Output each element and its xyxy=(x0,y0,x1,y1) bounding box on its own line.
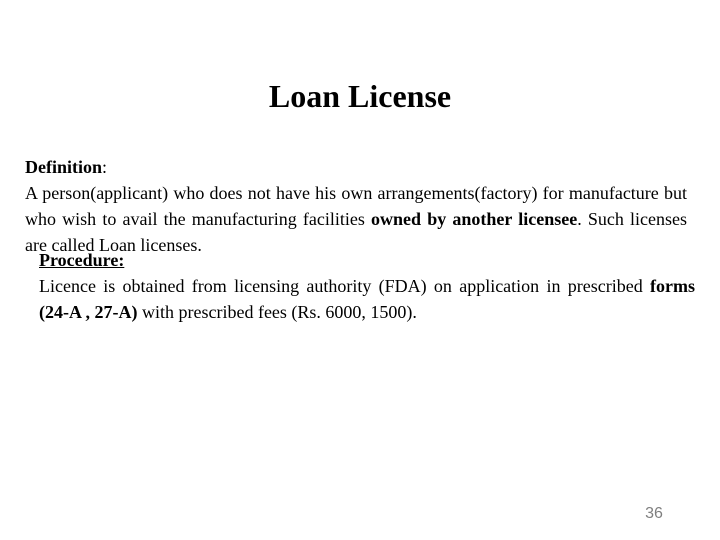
definition-label-colon: : xyxy=(102,157,108,177)
definition-text-part2: . Such licenses are called Loan licenses. xyxy=(25,209,688,255)
procedure-text-part1: Licence is obtained from licensing authority (FDA) on application in prescribed xyxy=(39,276,651,296)
definition-text-bold: owned by another licensee xyxy=(371,209,578,229)
definition-text-part1: A person(applicant) who does not have his own arrangements(factory) for manufacture but who wish to avail the manufacturing facilities xyxy=(25,183,687,229)
definition-label: Definition xyxy=(25,157,103,177)
definition-heading xyxy=(25,154,687,180)
definition-section xyxy=(25,154,687,258)
procedure-section xyxy=(39,247,695,325)
procedure-text-bold: forms (24-A , 27-A) xyxy=(39,276,695,322)
page-number: 36 xyxy=(645,505,663,522)
procedure-label: Procedure: xyxy=(39,250,125,270)
procedure-text-part2: with prescribed fees (Rs. 6000, 1500). xyxy=(137,302,417,322)
procedure-heading xyxy=(39,247,695,273)
procedure-text xyxy=(39,273,695,325)
slide-title: Loan License xyxy=(268,78,452,114)
